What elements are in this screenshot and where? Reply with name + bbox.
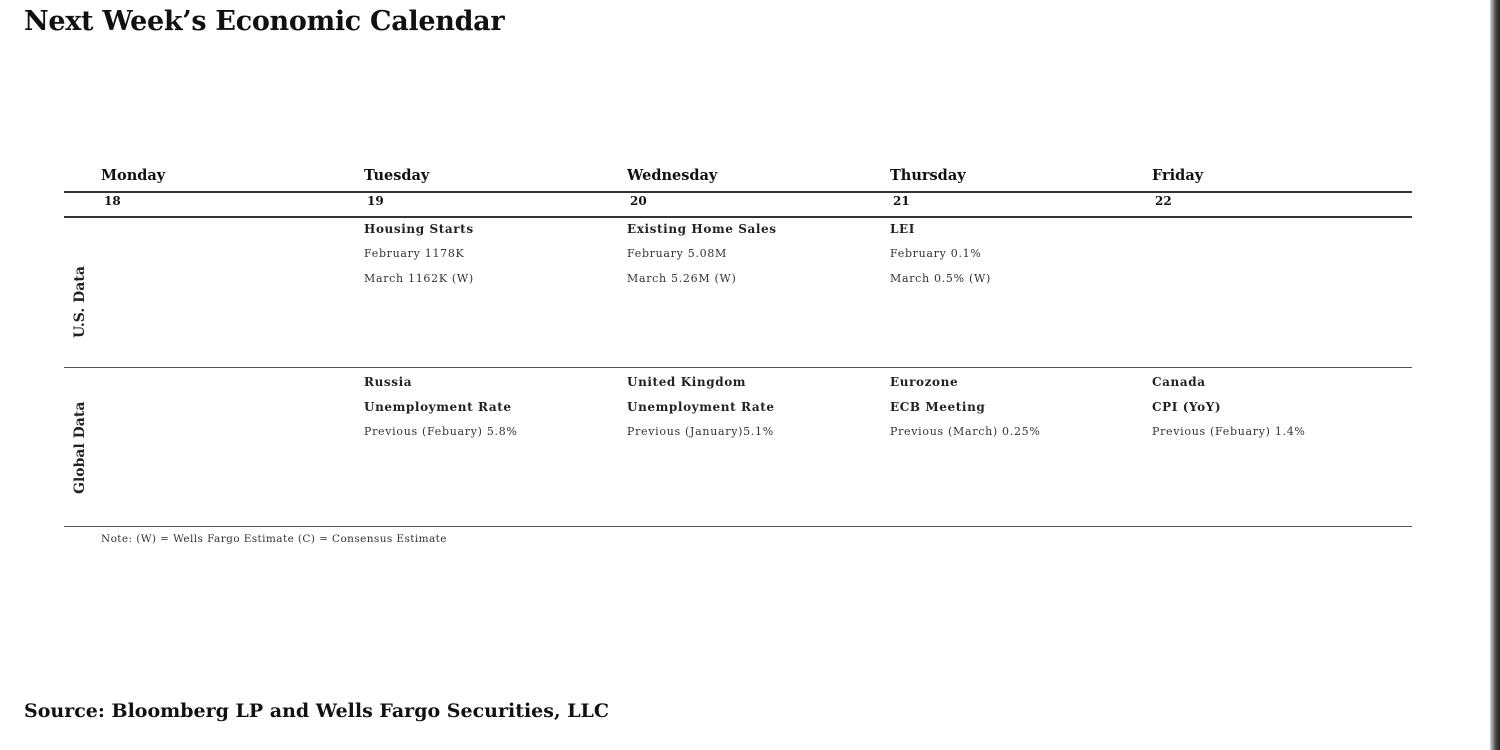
day-friday-date: 22: [1155, 194, 1172, 208]
us-wednesday-title: Existing Home Sales: [627, 222, 777, 236]
global-thursday-previous: Previous (March) 0.25%: [890, 425, 1041, 438]
day-wednesday-name: Wednesday: [627, 167, 718, 184]
day-monday-date: 18: [104, 194, 121, 208]
day-monday-name: Monday: [101, 167, 166, 184]
day-tuesday-date: 19: [367, 194, 384, 208]
global-tuesday-title: Unemployment Rate: [364, 400, 512, 414]
day-tuesday-name: Tuesday: [364, 167, 430, 184]
global-data-label: Global Data: [72, 401, 88, 494]
global-tuesday-previous: Previous (Febuary) 5.8%: [364, 425, 518, 438]
global-friday-region: Canada: [1152, 375, 1206, 389]
day-wednesday-date: 20: [630, 194, 647, 208]
global-thursday-title: ECB Meeting: [890, 400, 986, 414]
us-tuesday-line1: February 1178K: [364, 247, 465, 260]
global-wednesday-region: United Kingdom: [627, 375, 747, 389]
global-tuesday-region: Russia: [364, 375, 413, 389]
window-edge: [1490, 0, 1500, 750]
us-wednesday-line1: February 5.08M: [627, 247, 728, 260]
day-thursday-date: 21: [893, 194, 910, 208]
day-friday-name: Friday: [1152, 167, 1204, 184]
global-wednesday-title: Unemployment Rate: [627, 400, 775, 414]
section-divider: [64, 367, 1412, 368]
us-tuesday-line2: March 1162K (W): [364, 272, 474, 285]
header-divider: [64, 191, 1412, 193]
day-thursday-name: Thursday: [890, 167, 966, 184]
page-title: Next Week’s Economic Calendar: [24, 6, 505, 37]
date-divider: [64, 216, 1412, 218]
us-thursday-title: LEI: [890, 222, 915, 236]
global-friday-previous: Previous (Febuary) 1.4%: [1152, 425, 1306, 438]
global-friday-title: CPI (YoY): [1152, 400, 1222, 414]
table-bottom-rule: [64, 526, 1412, 527]
us-data-label: U.S. Data: [72, 266, 88, 338]
global-wednesday-previous: Previous (January)5.1%: [627, 425, 774, 438]
global-thursday-region: Eurozone: [890, 375, 959, 389]
us-wednesday-line2: March 5.26M (W): [627, 272, 737, 285]
us-tuesday-title: Housing Starts: [364, 222, 474, 236]
us-thursday-line2: March 0.5% (W): [890, 272, 991, 285]
us-thursday-line1: February 0.1%: [890, 247, 982, 260]
source-line: Source: Bloomberg LP and Wells Fargo Securities, LLC: [24, 700, 610, 722]
estimate-note: Note: (W) = Wells Fargo Estimate (C) = Consensus Estimate: [101, 533, 447, 545]
